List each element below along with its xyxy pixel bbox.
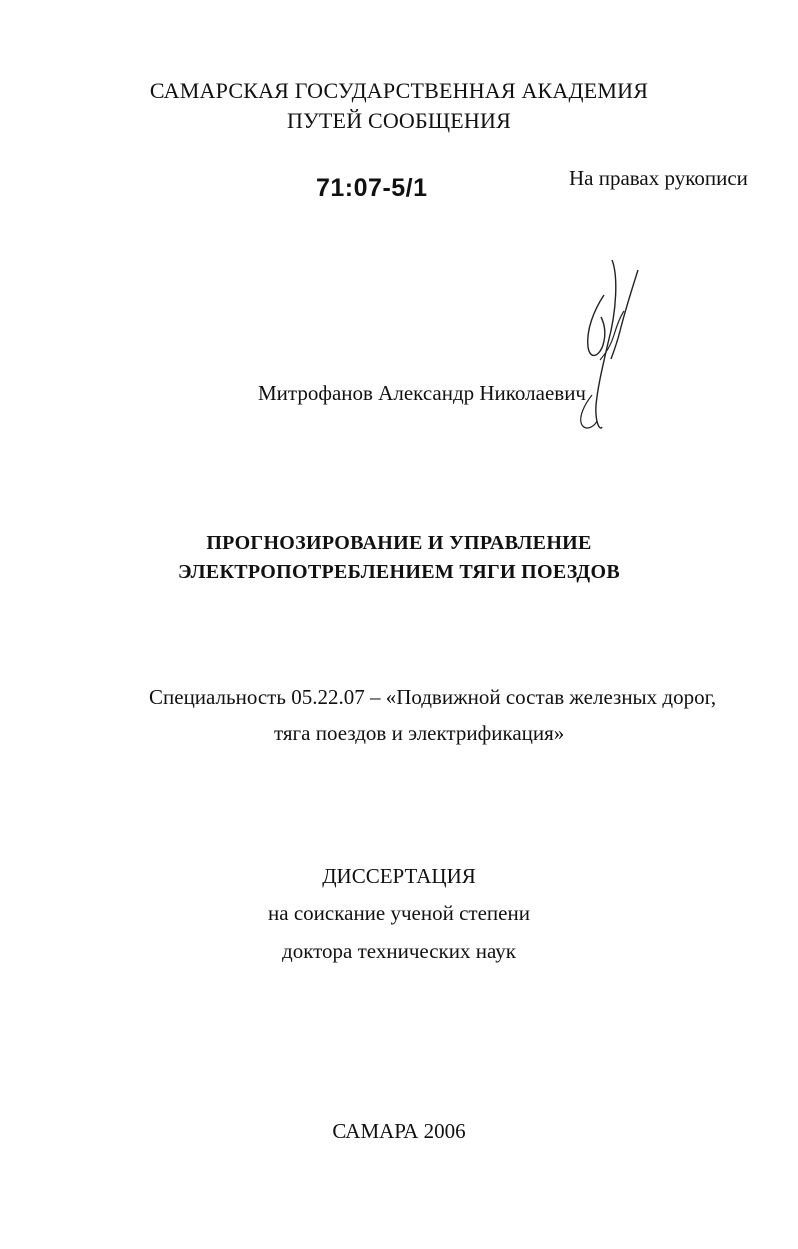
- document-type: ДИССЕРТАЦИЯ: [322, 864, 476, 888]
- specialty-line2: тяга поездов и электрификация»: [274, 721, 565, 745]
- thesis-title-line2: ЭЛЕКТРОПОТРЕБЛЕНИЕМ ТЯГИ ПОЕЗДОВ: [178, 561, 620, 583]
- institution-name-line2: ПУТЕЙ СООБЩЕНИЯ: [287, 108, 511, 133]
- author-name: Митрофанов Александр Николаевич: [258, 381, 586, 405]
- specialty-line1: Специальность 05.22.07 – «Подвижной состав железных дорог,: [149, 685, 717, 709]
- manuscript-rights-note: На правах рукописи: [569, 166, 748, 190]
- degree-level: доктора технических наук: [282, 939, 516, 963]
- institution-name-line1: САМАРСКАЯ ГОСУДАРСТВЕННАЯ АКАДЕМИЯ: [149, 78, 649, 103]
- author-signature: [560, 255, 650, 435]
- degree-purpose: на соискание ученой степени: [268, 901, 530, 925]
- catalog-code: 71:07-5/1: [316, 174, 428, 202]
- city-year: САМАРА 2006: [332, 1119, 466, 1143]
- thesis-title-line1: ПРОГНОЗИРОВАНИЕ И УПРАВЛЕНИЕ: [206, 532, 592, 554]
